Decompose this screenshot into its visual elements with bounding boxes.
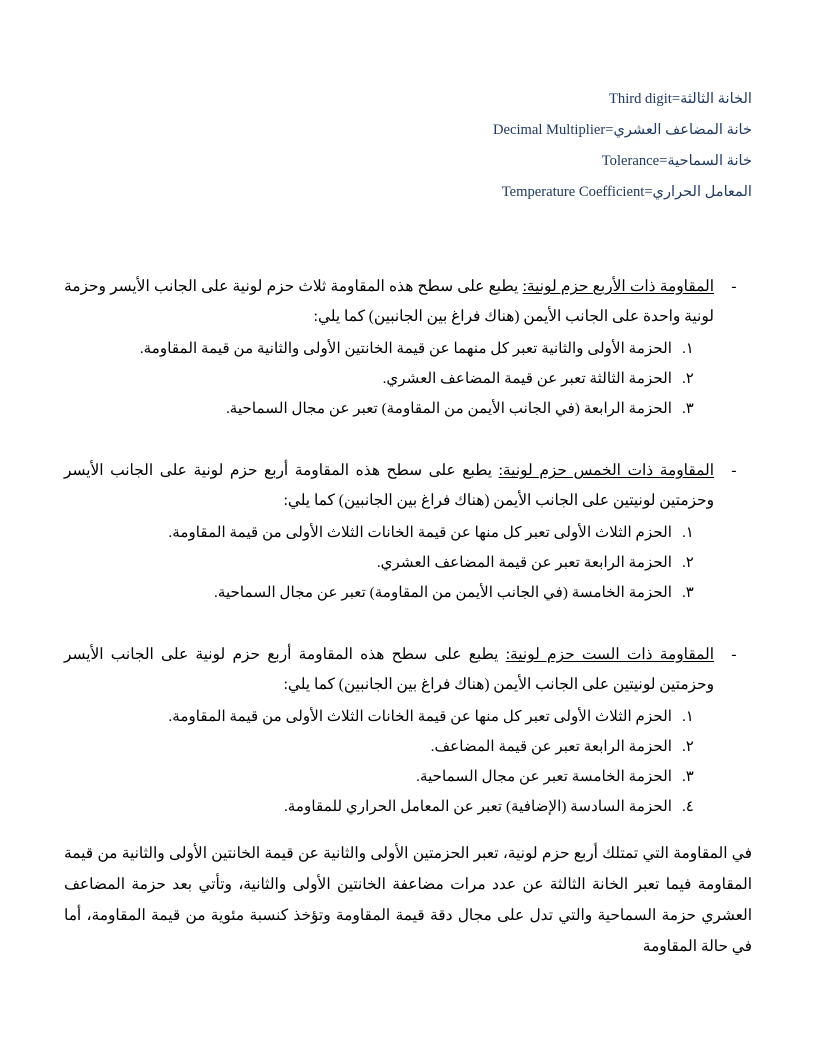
list-item-number: ١. <box>682 524 694 541</box>
list-item-number: ٣. <box>682 584 694 601</box>
list-item <box>64 702 706 732</box>
numbered-list-five-band <box>64 518 752 608</box>
legend-line-temperature-coefficient <box>62 177 752 208</box>
list-item-number: ٢. <box>682 554 694 571</box>
list-item-text: الحزمة الرابعة تعبر عن قيمة المضاعف العشري. <box>376 554 672 571</box>
list-item-number: ١. <box>682 708 694 725</box>
bullet-body-four-band: يطبع على سطح هذه المقاومة ثلاث حزم لونية على الجانب الأيسر وحزمة لونية واحدة على الجانب الأيمن (هناك فراغ بين الجانبين) كما يلي: <box>64 278 714 325</box>
bullet-heading-four-band: المقاومة ذات الأربع حزم لونية: <box>522 278 714 295</box>
legend-block <box>62 84 752 208</box>
list-item-text: الحزمة الرابعة تعبر عن قيمة المضاعف. <box>430 738 672 755</box>
list-item-number: ٤. <box>682 798 694 815</box>
legend-separator-tolerance: = <box>659 153 668 169</box>
list-item <box>64 762 706 792</box>
legend-arabic-decimal-multiplier: خانة المضاعف العشري <box>613 122 752 138</box>
list-item <box>64 548 706 578</box>
list-item-text: الحزمة الخامسة تعبر عن مجال السماحية. <box>416 768 672 785</box>
list-item-text: الحزم الثلاث الأولى تعبر كل منها عن قيمة الخانات الثلاث الأولى من قيمة المقاومة. <box>168 708 672 725</box>
bullet-paragraph-five-band <box>64 456 714 516</box>
list-item <box>64 518 706 548</box>
list-item-text: الحزمة الثالثة تعبر عن قيمة المضاعف العشري. <box>382 370 672 387</box>
section-four-band <box>64 272 752 424</box>
bullet-body-six-band: يطبع على سطح هذه المقاومة أربع حزم لونية على الجانب الأيسر وحزمتين لونيتين على الجانب الأيمن (هناك فراغ بين الجانبين) كما يلي: <box>64 646 714 693</box>
list-item-number: ٢. <box>682 370 694 387</box>
legend-line-third-digit <box>62 84 752 115</box>
legend-arabic-third-digit: الخانة الثالثة <box>680 91 752 107</box>
bullet-paragraph-six-band <box>64 640 714 700</box>
list-item-number: ٣. <box>682 400 694 417</box>
section-six-band <box>64 640 752 822</box>
list-item-text: الحزمة الأولى والثانية تعبر كل منهما عن قيمة الخانتين الأولى والثانية من قيمة المقاومة. <box>139 340 672 357</box>
legend-arabic-temperature-coefficient: المعامل الحراري <box>652 184 752 200</box>
list-item <box>64 792 706 822</box>
legend-line-tolerance <box>62 146 752 177</box>
bullet-marker: - <box>731 462 737 479</box>
bullet-marker: - <box>731 278 737 295</box>
bullet-heading-six-band: المقاومة ذات الست حزم لونية: <box>505 646 714 663</box>
numbered-list-six-band <box>64 702 752 822</box>
bullet-row-six-band <box>64 640 752 700</box>
list-item-number: ٣. <box>682 768 694 785</box>
list-item <box>64 394 706 424</box>
legend-english-tolerance: Tolerance <box>601 153 660 169</box>
list-item-number: ٢. <box>682 738 694 755</box>
legend-separator-temperature-coefficient: = <box>644 184 653 200</box>
bullet-body-five-band: يطبع على سطح هذه المقاومة أربع حزم لونية على الجانب الأيسر وحزمتين لونيتين على الجانب الأيمن (هناك فراغ بين الجانبين) كما يلي: <box>64 462 714 509</box>
list-item-text: الحزمة الخامسة (في الجانب الأيمن من المقاومة) تعبر عن مجال السماحية. <box>214 584 672 601</box>
numbered-list-four-band <box>64 334 752 424</box>
legend-english-decimal-multiplier: Decimal Multiplier <box>492 122 606 138</box>
list-item-text: الحزمة السادسة (الإضافية) تعبر عن المعامل الحراري للمقاومة. <box>283 798 672 815</box>
list-item-number: ١. <box>682 340 694 357</box>
legend-separator-decimal-multiplier: = <box>605 122 614 138</box>
list-item-text: الحزم الثلاث الأولى تعبر كل منها عن قيمة الخانات الثلاث الأولى من قيمة المقاومة. <box>168 524 672 541</box>
section-five-band <box>64 456 752 608</box>
legend-english-temperature-coefficient: Temperature Coefficient <box>501 184 645 200</box>
document-body <box>64 272 752 962</box>
bullet-row-five-band <box>64 456 752 516</box>
section-spacer <box>64 438 752 456</box>
list-item <box>64 334 706 364</box>
closing-paragraph: في المقاومة التي تمتلك أربع حزم لونية، تعبر الحزمتين الأولى والثانية عن قيمة الخانتين الأولى والثانية من قيمة المقاومة فيما تعبر الخانة الثالثة عن عدد مرات مضاعفة الخانتين الأولى والثانية، وتأتي بعد حزمة المضاعف العشري حزمة السماحية والتي تدل على مجال دقة قيمة المقاومة وتؤخذ كنسبة مئوية من قيمة المقاومة، أما في حالة المقاومة <box>64 845 752 955</box>
legend-line-decimal-multiplier <box>62 115 752 146</box>
legend-separator-third-digit: = <box>671 91 681 107</box>
bullet-paragraph-four-band <box>64 272 714 332</box>
bullet-marker: - <box>731 646 737 663</box>
legend-arabic-tolerance: خانة السماحية <box>667 153 752 169</box>
list-item-text: الحزمة الرابعة (في الجانب الأيمن من المقاومة) تعبر عن مجال السماحية. <box>225 400 672 417</box>
bullet-row-four-band <box>64 272 752 332</box>
list-item <box>64 364 706 394</box>
section-spacer <box>64 622 752 640</box>
bullet-heading-five-band: المقاومة ذات الخمس حزم لونية: <box>498 462 715 479</box>
legend-english-third-digit: Third digit <box>608 91 672 107</box>
list-item <box>64 732 706 762</box>
list-item <box>64 578 706 608</box>
